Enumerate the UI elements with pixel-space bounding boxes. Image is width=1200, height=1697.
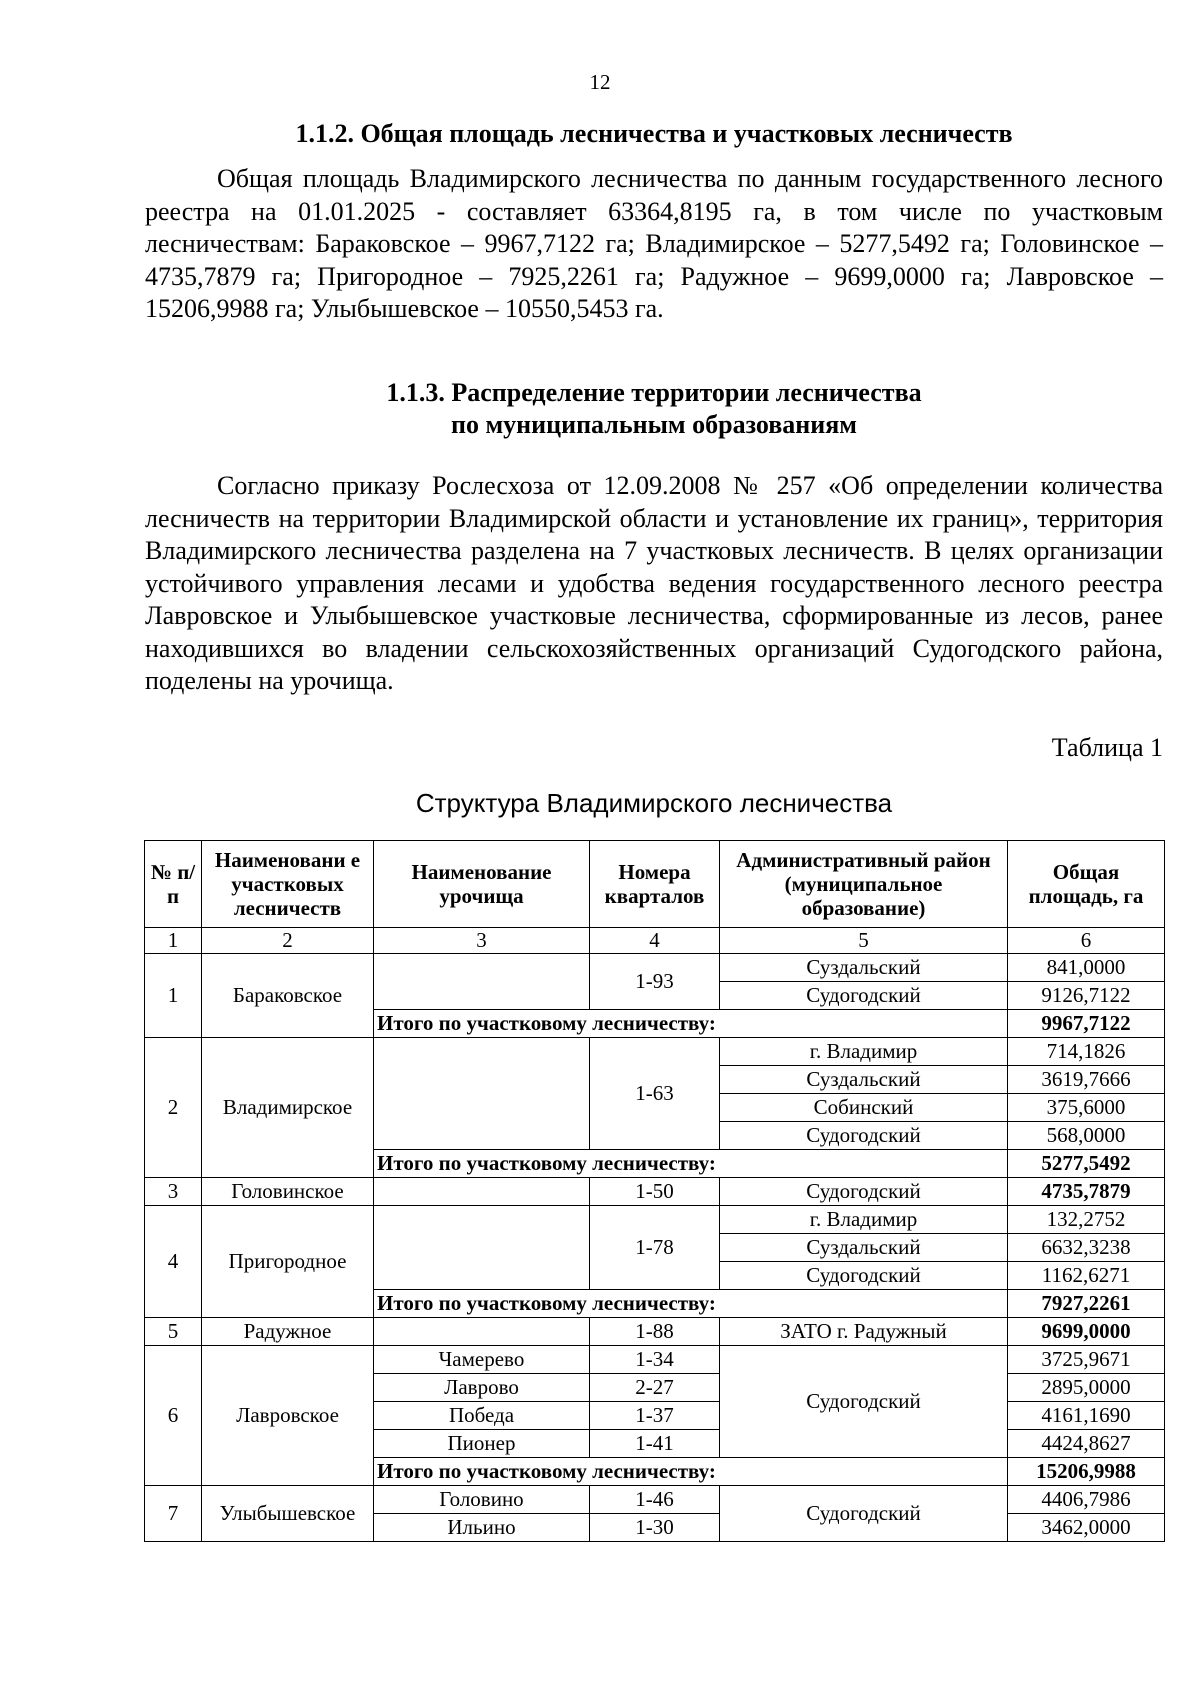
area: 3725,9671 (1008, 1346, 1165, 1374)
page-number: 12 (589, 70, 611, 94)
section-heading-1-1-2: 1.1.2. Общая площадь лесничества и участковых лесничеств (295, 119, 1013, 148)
table-row (145, 1038, 1165, 1066)
district: Суздальский (720, 1234, 1008, 1262)
subtotal-label: Итого по участковому лесничеству: (374, 1010, 1008, 1038)
forestry-name: Пригородное (202, 1206, 374, 1318)
tract-name (374, 954, 590, 1010)
column-index: 2 (202, 928, 374, 954)
table-row (145, 1346, 1165, 1374)
row-number: 6 (145, 1346, 202, 1486)
quarters: 1-30 (590, 1514, 720, 1542)
area: 2895,0000 (1008, 1374, 1165, 1402)
tract-name (374, 1038, 590, 1150)
column-index: 5 (720, 928, 1008, 954)
tract-name (374, 1318, 590, 1346)
table-header-row (145, 841, 1165, 928)
district: Судогодский (720, 982, 1008, 1010)
area: 4424,8627 (1008, 1430, 1165, 1458)
header-cell: Административный район (муниципальное образование) (720, 841, 1008, 928)
area: 841,0000 (1008, 954, 1165, 982)
quarters: 1-78 (590, 1206, 720, 1290)
forestry-name: Радужное (202, 1318, 374, 1346)
column-index: 1 (145, 928, 202, 954)
district: Судогодский (720, 1122, 1008, 1150)
quarters: 2-27 (590, 1374, 720, 1402)
area: 3462,0000 (1008, 1514, 1165, 1542)
district: ЗАТО г. Радужный (720, 1318, 1008, 1346)
district: Судогодский (720, 1486, 1008, 1542)
row-number: 1 (145, 954, 202, 1038)
tract-name: Головино (374, 1486, 590, 1514)
row-number: 2 (145, 1038, 202, 1178)
forestry-name: Головинское (202, 1178, 374, 1206)
row-number: 5 (145, 1318, 202, 1346)
table-row (145, 1486, 1165, 1514)
table-row (145, 954, 1165, 982)
forestry-name: Лавровское (202, 1346, 374, 1486)
area: 4161,1690 (1008, 1402, 1165, 1430)
header-cell: Наименование урочища (374, 841, 590, 928)
tract-name: Лаврово (374, 1374, 590, 1402)
forestry-name: Владимирское (202, 1038, 374, 1178)
area: 375,6000 (1008, 1094, 1165, 1122)
area: 3619,7666 (1008, 1066, 1165, 1094)
area: 568,0000 (1008, 1122, 1165, 1150)
section-paragraph-1-1-2: Общая площадь Владимирского лесничества по данным государственного лесного реестра на 01.01.2025 - составляет 63364,8195 га, в том числе по участковым лесничествам: Бараковское – 9967,7122 га; Владимирское – 5277,5492 га; Головинское – 4735,7879 га; Пригородное – 7925,2261 га; Радужное – 9699,0000 га; Лавровское – 15206,9988 га; Улыбышевское – 10550,5453 га. (145, 164, 1163, 323)
quarters: 1-63 (590, 1038, 720, 1150)
area: 9126,7122 (1008, 982, 1165, 1010)
quarters: 1-93 (590, 954, 720, 1010)
tract-name: Ильино (374, 1514, 590, 1542)
header-cell: Наименовани е участковых лесничеств (202, 841, 374, 928)
district: Судогодский (720, 1262, 1008, 1290)
section-heading-1-1-3-line2: по муниципальным образованиям (450, 410, 858, 439)
subtotal-area: 9967,7122 (1008, 1010, 1165, 1038)
table-row (145, 1318, 1165, 1346)
district: Суздальский (720, 954, 1008, 982)
quarters: 1-37 (590, 1402, 720, 1430)
area: 714,1826 (1008, 1038, 1165, 1066)
forestry-name: Улыбышевское (202, 1486, 374, 1542)
table-row (145, 1178, 1165, 1206)
quarters: 1-34 (590, 1346, 720, 1374)
subtotal-label: Итого по участковому лесничеству: (374, 1290, 1008, 1318)
column-index: 6 (1008, 928, 1165, 954)
table-label: Таблица 1 (1051, 733, 1163, 762)
quarters: 1-46 (590, 1486, 720, 1514)
section-heading-1-1-3-line1: 1.1.3. Распределение территории лесничества (386, 378, 922, 407)
row-number: 7 (145, 1486, 202, 1542)
district: Суздальский (720, 1066, 1008, 1094)
header-cell: № п/п (145, 841, 202, 928)
header-cell: Общая площадь, га (1008, 841, 1165, 928)
quarters: 1-88 (590, 1318, 720, 1346)
row-number: 4 (145, 1206, 202, 1318)
tract-name: Пионер (374, 1430, 590, 1458)
area: 6632,3238 (1008, 1234, 1165, 1262)
district: Собинский (720, 1094, 1008, 1122)
section-paragraph-1-1-3: Согласно приказу Рослесхоза от 12.09.2008 № 257 «Об определении количества лесничеств на территории Владимирской области и установление их границ», территория Владимирского лесничества разделена на 7 участковых лесничеств. В целях организации устойчивого управления лесами и удобства ведения государственного лесного реестра Лавровское и Улыбышевское участковые лесничества, сформированные из лесов, ранее находившихся во владении сельскохозяйственных организаций Судогодского района, поделены на урочища. (145, 471, 1163, 695)
district: Судогодский (720, 1346, 1008, 1458)
district: г. Владимир (720, 1038, 1008, 1066)
district: г. Владимир (720, 1206, 1008, 1234)
area: 132,2752 (1008, 1206, 1165, 1234)
district: Судогодский (720, 1178, 1008, 1206)
subtotal-label: Итого по участковому лесничеству: (374, 1458, 1008, 1486)
area: 1162,6271 (1008, 1262, 1165, 1290)
column-index: 3 (374, 928, 590, 954)
quarters: 1-41 (590, 1430, 720, 1458)
forestry-structure-table (144, 840, 1165, 1542)
area: 4735,7879 (1008, 1178, 1165, 1206)
tract-name (374, 1178, 590, 1206)
subtotal-label: Итого по участковому лесничеству: (374, 1150, 1008, 1178)
area: 9699,0000 (1008, 1318, 1165, 1346)
column-index-row (145, 928, 1165, 954)
forestry-name: Бараковское (202, 954, 374, 1038)
header-cell: Номера кварталов (590, 841, 720, 928)
tract-name: Победа (374, 1402, 590, 1430)
subtotal-area: 7927,2261 (1008, 1290, 1165, 1318)
table-title: Структура Владимирского лесничества (415, 788, 893, 818)
subtotal-area: 5277,5492 (1008, 1150, 1165, 1178)
quarters: 1-50 (590, 1178, 720, 1206)
row-number: 3 (145, 1178, 202, 1206)
area: 4406,7986 (1008, 1486, 1165, 1514)
tract-name (374, 1206, 590, 1290)
subtotal-area: 15206,9988 (1008, 1458, 1165, 1486)
table-row (145, 1206, 1165, 1234)
tract-name: Чамерево (374, 1346, 590, 1374)
column-index: 4 (590, 928, 720, 954)
